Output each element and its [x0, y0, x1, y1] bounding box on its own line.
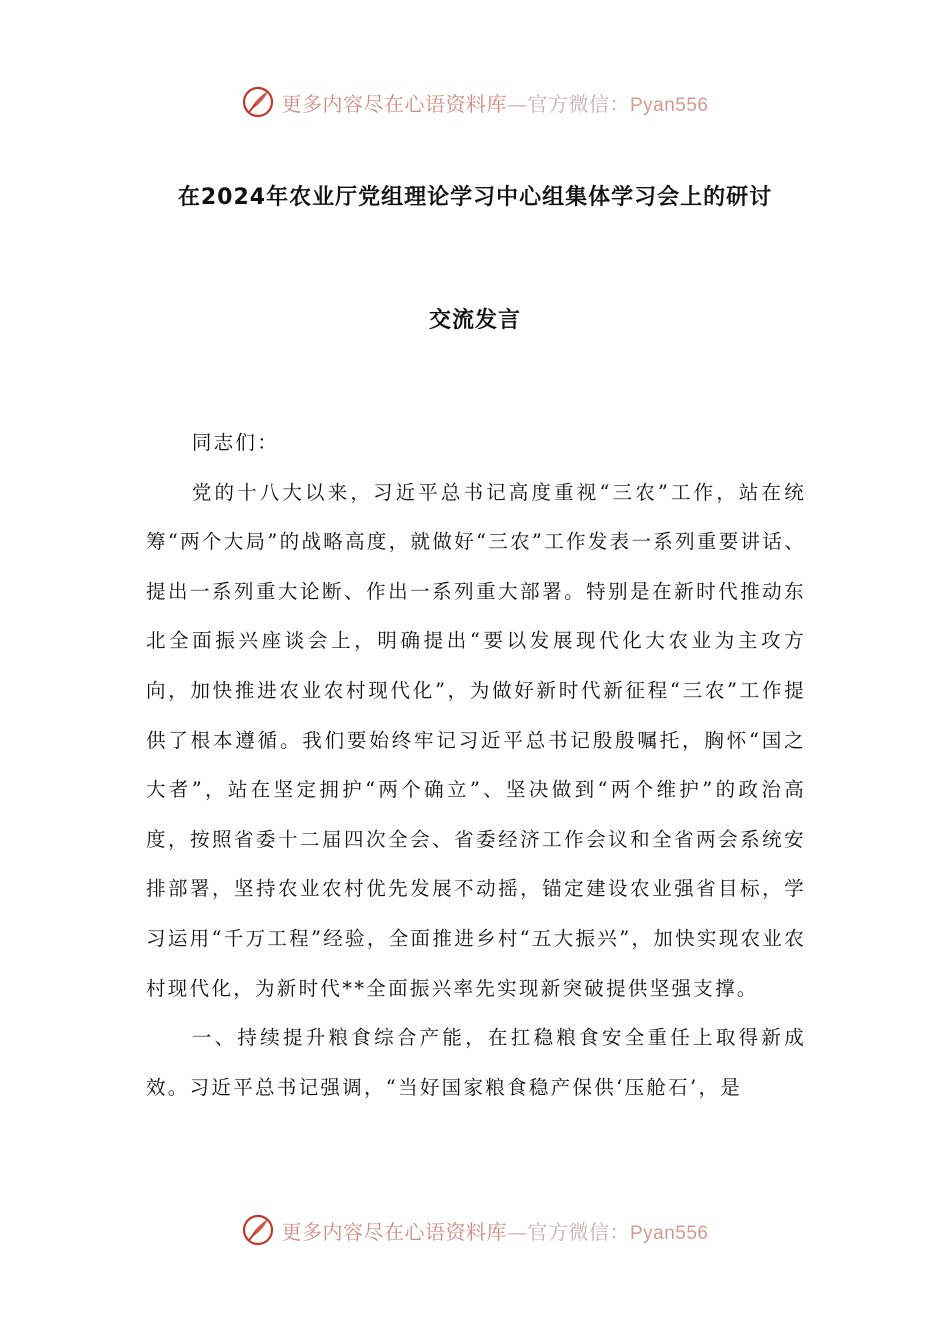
quill-logo-icon [241, 85, 275, 119]
watermark-text [281, 88, 708, 117]
watermark-dash: — [506, 91, 528, 116]
watermark-account: Pyan556 [629, 1222, 709, 1244]
watermark-brand: 更多内容尽在心语资料库 [281, 91, 507, 116]
document-title-line2: 交流发言 [428, 308, 521, 333]
watermark-account: Pyan556 [629, 94, 709, 116]
watermark-brand: 更多内容尽在心语资料库 [281, 1219, 507, 1244]
body-paragraph: 党的十八大以来，习近平总书记高度重视“三农”工作，站在统筹“两个大局”的战略高度，就做好“三农”工作发表一系列重要讲话、提出一系列重大论断、作出一系列重大部署。特别是在新时代推动东北全面振兴座谈会上，明确提出“要以发展现代化大农业为主攻方向，加快推进农业农村现代化”，为做好新时代新征程“三农”工作提供了根本遵循。我们要始终牢记习近平总书记殷殷嘱托，胸怀“国之大者”，站在坚定拥护“两个确立”、坚决做到“两个维护”的政治高度，按照省委十二届四次全会、省委经济工作会议和全省两会系统安排部署，坚持农业农村优先发展不动摇，锚定建设农业强省目标，学习运用“千万工程”经验，全面推进乡村“五大振兴”，加快实现农业农村现代化，为新时代**全面振兴率先实现新突破提供坚强支撑。 [146, 480, 806, 1000]
document-title-line1: 在2024年农业厅党组理论学习中心组集体学习会上的研讨 [177, 185, 773, 210]
footer-watermark [0, 1210, 950, 1250]
watermark-text [281, 1216, 708, 1245]
watermark-dash: — [506, 1219, 528, 1244]
document-body [146, 418, 806, 1112]
header-watermark [0, 82, 950, 122]
watermark-official: 官方微信： [527, 91, 630, 116]
quill-logo-icon [241, 1213, 275, 1247]
body-paragraph: 一、持续提升粮食综合产能，在扛稳粮食安全重任上取得新成效。习近平总书记强调，“当好国家粮食稳产保供‘压舱石’，是 [146, 1026, 806, 1099]
watermark-official: 官方微信： [527, 1219, 630, 1244]
salutation: 同志们： [191, 431, 280, 454]
